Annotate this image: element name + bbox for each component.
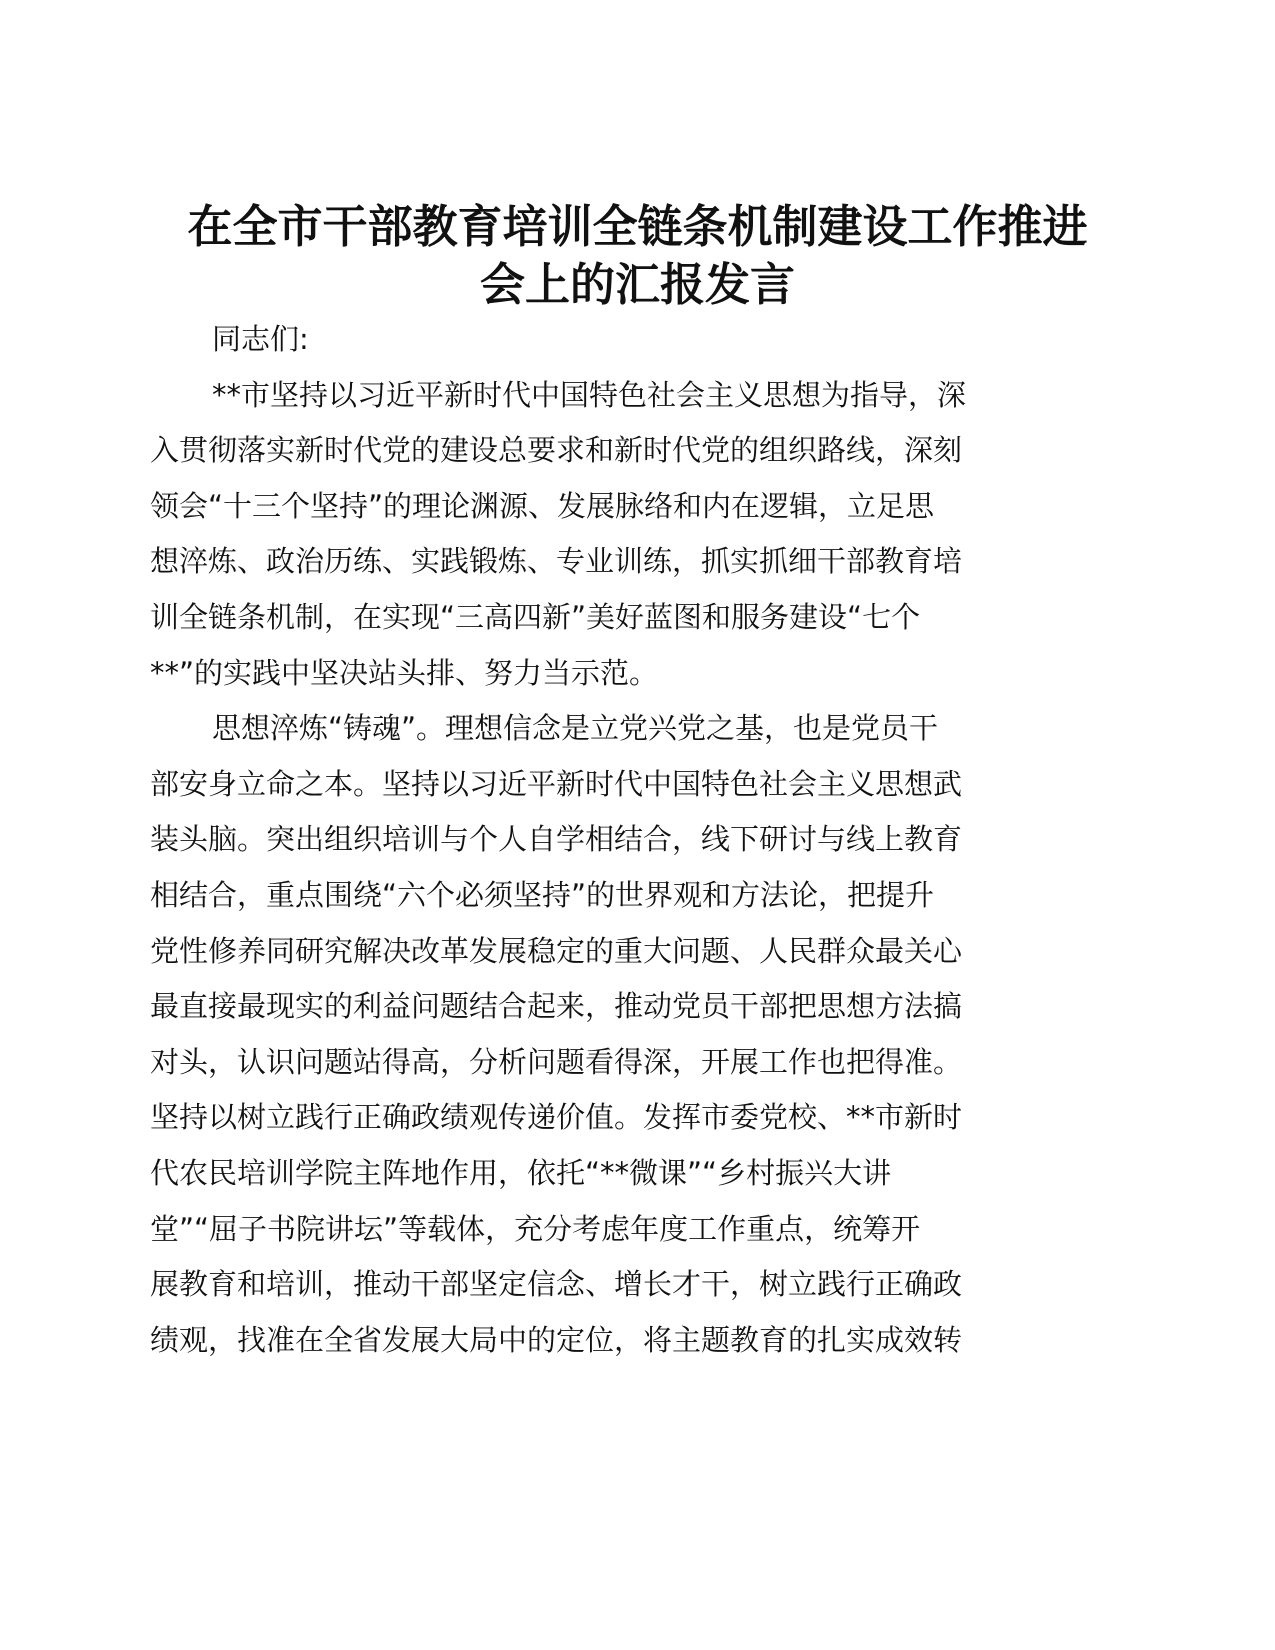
document-body bbox=[150, 312, 1082, 1368]
text-line: 入贯彻落实新时代党的建设总要求和新时代党的组织路线，深刻 bbox=[150, 433, 963, 468]
text-line: **市坚持以习近平新时代中国特色社会主义思想为指导，深 bbox=[212, 377, 967, 412]
document-title bbox=[150, 198, 1125, 314]
text-line: 思想淬炼“铸魂”。理想信念是立党兴党之基，也是党员干 bbox=[212, 711, 939, 746]
text-line: 坚持以树立践行正确政绩观传递价值。发挥市委党校、**市新时 bbox=[150, 1100, 963, 1135]
text-line: 对头，认识问题站得高，分析问题看得深，开展工作也把得准。 bbox=[150, 1044, 963, 1079]
title-line-2: 会上的汇报发言 bbox=[479, 258, 795, 312]
text-line: 相结合，重点围绕“六个必须坚持”的世界观和方法论，把提升 bbox=[150, 877, 935, 912]
text-line: 绩观，找准在全省发展大局中的定位，将主题教育的扎实成效转 bbox=[150, 1322, 963, 1357]
text-line: 训全链条机制，在实现“三高四新”美好蓝图和服务建设“七个 bbox=[150, 599, 921, 634]
text-line: 代农民培训学院主阵地作用，依托“**微课”“乡村振兴大讲 bbox=[150, 1155, 892, 1190]
text-line: 部安身立命之本。坚持以习近平新时代中国特色社会主义思想武 bbox=[150, 766, 963, 801]
greeting: 同志们: bbox=[212, 322, 309, 356]
title-line-1: 在全市干部教育培训全链条机制建设工作推进 bbox=[187, 200, 1088, 254]
text-line: 想淬炼、政治历练、实践锻炼、专业训练，抓实抓细干部教育培 bbox=[150, 544, 963, 579]
text-line: 党性修养同研究解决改革发展稳定的重大问题、人民群众最关心 bbox=[150, 933, 963, 968]
paragraph-intro bbox=[150, 368, 1082, 702]
text-line: 展教育和培训，推动干部坚定信念、增长才干，树立践行正确政 bbox=[150, 1267, 963, 1302]
text-line: 堂”“屈子书院讲坛”等载体，充分考虑年度工作重点，统筹开 bbox=[150, 1211, 921, 1246]
text-line: 最直接最现实的利益问题结合起来，推动党员干部把思想方法搞 bbox=[150, 989, 963, 1024]
text-line: 装头脑。突出组织培训与个人自学相结合，线下研讨与线上教育 bbox=[150, 822, 963, 857]
text-line: 领会“十三个坚持”的理论渊源、发展脉络和内在逻辑，立足思 bbox=[150, 488, 935, 523]
paragraph-thought-tempering bbox=[150, 701, 1082, 1368]
text-line: **”的实践中坚决站头排、努力当示范。 bbox=[150, 655, 659, 690]
